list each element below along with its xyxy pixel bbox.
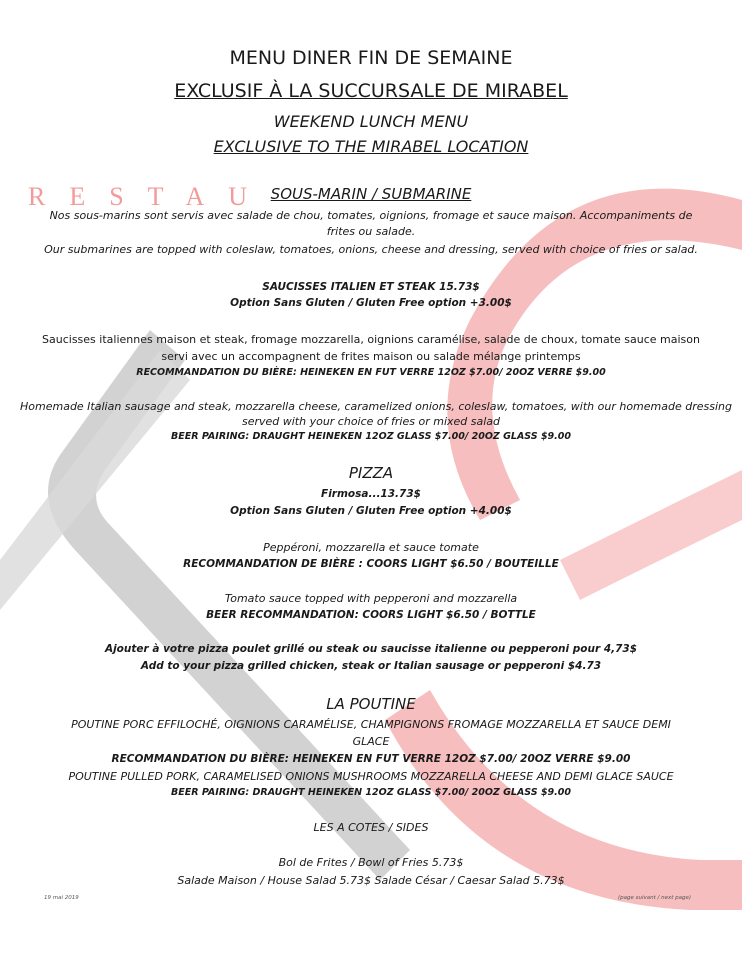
pizza-addon-fr: Ajouter à votre pizza poulet grillé ou steak ou saucisse italienne ou pepperoni pour 4,73$	[104, 643, 638, 655]
poutine-reco-fr: RECOMMANDATION DU BIÈRE: HEINEKEN EN FUT VERRE 12OZ $7.00/ 20OZ VERRE $9.00	[111, 753, 631, 765]
poutine-desc-fr-1: POUTINE PORC EFFILOCHÉ, OIGNIONS CARAMÉLISE, CHAMPIGNONS FROMAGE MOZZARELLA ET SAUCE DEMI	[71, 718, 671, 731]
sides-line-1: Bol de Frites / Bowl of Fries 5.73$	[278, 856, 464, 869]
pizza-gluten-option: Option Sans Gluten / Gluten Free option +4.00$	[230, 505, 512, 517]
submarine-item-name: SAUCISSES ITALIEN ET STEAK 15.73$	[262, 281, 480, 293]
submarine-desc-fr-1: Nos sous-marins sont servis avec salade de chou, tomates, oignions, fromage et sauce maison. Accompaniments de	[49, 209, 693, 222]
pizza-desc-en: Tomato sauce topped with pepperoni and mozzarella	[224, 592, 518, 605]
submarine-item-en-1: Homemade Italian sausage and steak, mozzarella cheese, caramelized onions, coleslaw, tomatoes, with our homemade dressing	[20, 400, 732, 413]
submarine-item-en-2: served with your choice of fries or mixed salad	[241, 415, 501, 428]
title-fr: MENU DINER FIN DE SEMAINE	[229, 47, 513, 69]
sides-line-2: Salade Maison / House Salad 5.73$ Salade César / Caesar Salad 5.73$	[177, 874, 565, 887]
subtitle-en: EXCLUSIVE TO THE MIRABEL LOCATION	[213, 137, 529, 156]
pizza-addon-en: Add to your pizza grilled chicken, steak or Italian sausage or pepperoni $4.73	[140, 660, 602, 672]
submarine-item-fr-1: Saucisses italiennes maison et steak, fromage mozzarella, oignions caramélise, salade de choux, tomate sauce maison	[42, 333, 700, 346]
poutine-pairing-en: BEER PAIRING: DRAUGHT HEINEKEN 12OZ GLASS $7.00/ 20OZ GLASS $9.00	[171, 787, 571, 798]
pizza-reco-en: BEER RECOMMANDATION: COORS LIGHT $6.50 / BOTTLE	[206, 609, 536, 621]
submarine-desc-en: Our submarines are topped with coleslaw, tomatoes, onions, cheese and dressing, served with choice of fries or salad.	[44, 243, 698, 256]
poutine-desc-en: POUTINE PULLED PORK, CARAMELISED ONIONS MUSHROOMS MOZZARELLA CHEESE AND DEMI GLACE SAUCE	[68, 770, 674, 783]
watermark-restau-text: RESTAU	[28, 182, 272, 211]
footer-date: 19 mai 2019	[44, 895, 79, 901]
footer-next-page: (page suivant / next page)	[618, 895, 692, 901]
pizza-desc-fr: Peppéroni, mozzarella et sauce tomate	[263, 541, 479, 554]
submarine-desc-fr-2: frites ou salade.	[326, 225, 416, 238]
submarine-pairing-en: BEER PAIRING: DRAUGHT HEINEKEN 12OZ GLASS $7.00/ 20OZ GLASS $9.00	[171, 431, 571, 442]
submarine-reco-fr: RECOMMANDATION DU BIÈRE: HEINEKEN EN FUT VERRE 12OZ $7.00/ 20OZ VERRE $9.00	[136, 367, 606, 378]
title-en: WEEKEND LUNCH MENU	[273, 112, 469, 131]
subtitle-fr: EXCLUSIF À LA SUCCURSALE DE MIRABEL	[174, 80, 568, 102]
pizza-reco-fr: RECOMMANDATION DE BIÈRE : COORS LIGHT $6.50 / BOUTEILLE	[183, 558, 559, 570]
submarine-item-fr-2: servi avec un accompagnent de frites maison ou salade mélange printemps	[161, 350, 581, 363]
poutine-heading: LA POUTINE	[326, 695, 416, 713]
submarine-gluten-option: Option Sans Gluten / Gluten Free option +3.00$	[230, 297, 512, 309]
poutine-desc-fr-2: GLACE	[352, 735, 390, 748]
pizza-item-name: Firmosa...13.73$	[321, 488, 421, 500]
pizza-heading: PIZZA	[348, 464, 394, 482]
submarine-heading: SOUS-MARIN / SUBMARINE	[270, 185, 472, 203]
sides-heading: LES A COTES / SIDES	[313, 821, 429, 834]
